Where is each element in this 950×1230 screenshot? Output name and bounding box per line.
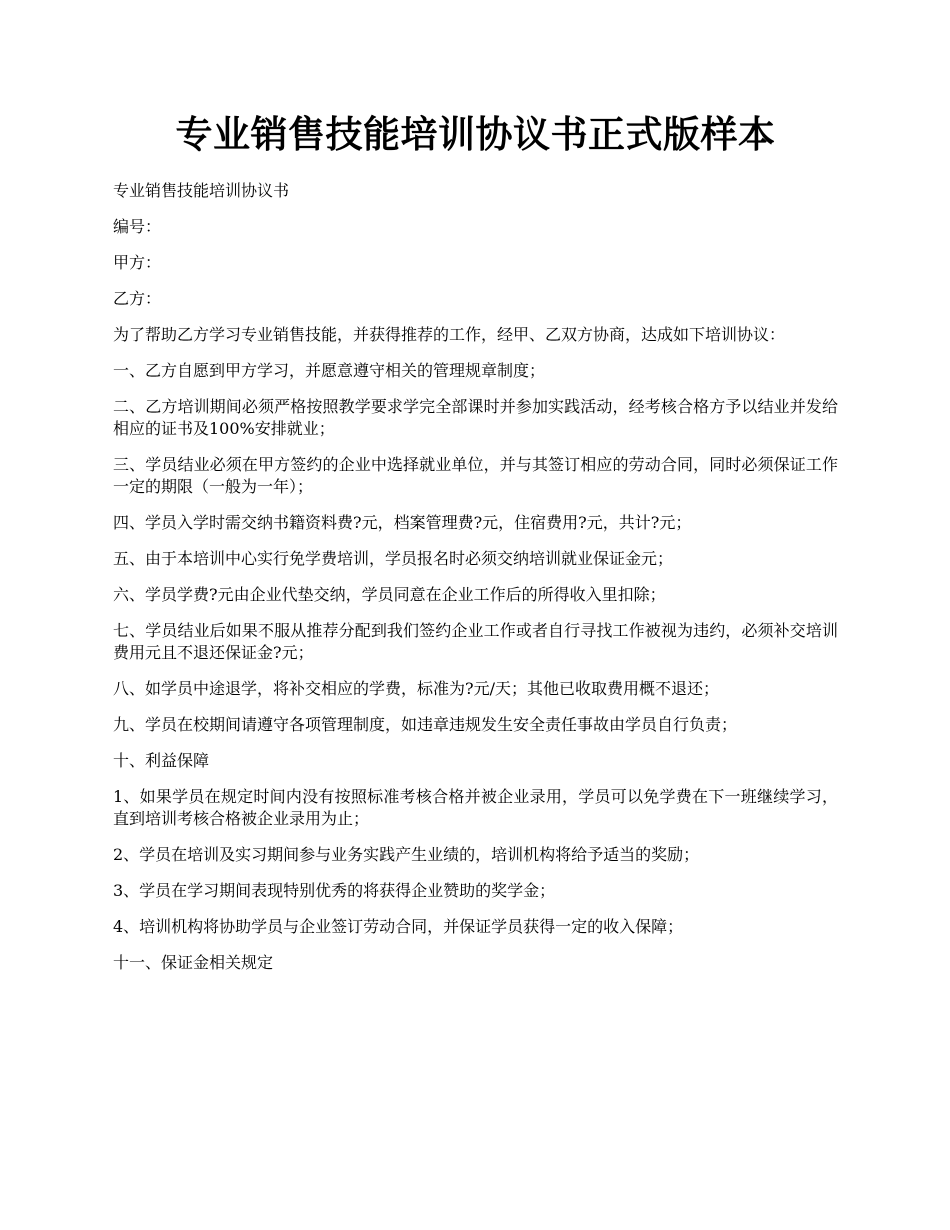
clause-9: 九、学员在校期间请遵守各项管理制度，如违章违规发生安全责任事故由学员自行负责；: [113, 715, 738, 734]
clause-1: 一、乙方自愿到甲方学习，并愿意遵守相关的管理规章制度；: [113, 361, 546, 380]
party-a-field: 甲方：: [113, 253, 162, 272]
benefit-item-4: 4、培训机构将协助学员与企业签订劳动合同，并保证学员获得一定的收入保障；: [113, 917, 684, 936]
clause-3: 三、学员结业必须在甲方签约的企业中选择就业单位，并与其签订相应的劳动合同，同时必须保证工作一定的期限（一般为一年）；: [113, 455, 838, 496]
clause-2: 二、乙方培训期间必须严格按照教学要求学完全部课时并参加实践活动，经考核合格方予以结业并发给相应的证书及100%安排就业；: [113, 397, 838, 438]
clause-5: 五、由于本培训中心实行免学费培训，学员报名时必须交纳培训就业保证金元；: [113, 549, 674, 568]
benefit-item-2: 2、学员在培训及实习期间参与业务实践产生业绩的，培训机构将给予适当的奖励；: [113, 845, 700, 864]
preamble-paragraph: 为了帮助乙方学习专业销售技能，并获得推荐的工作，经甲、乙双方协商，达成如下培训协议：: [113, 325, 786, 344]
clause-7: 七、学员结业后如果不服从推荐分配到我们签约企业工作或者自行寻找工作被视为违约，必须补交培训费用元且不退还保证金?元；: [113, 621, 838, 662]
contract-number-field: 编号：: [113, 217, 162, 236]
clause-4: 四、学员入学时需交纳书籍资料费?元，档案管理费?元，住宿费用?元，共计?元；: [113, 513, 692, 532]
clause-8: 八、如学员中途退学，将补交相应的学费，标准为?元/天；其他已收取费用概不退还；: [113, 679, 719, 698]
benefit-item-3: 3、学员在学习期间表现特别优秀的将获得企业赞助的奖学金；: [113, 881, 556, 900]
document-subtitle: 专业销售技能培训协议书: [113, 181, 290, 200]
clause-10-heading: 十、利益保障: [113, 751, 210, 770]
document-title: 专业销售技能培训协议书正式版样本: [175, 112, 776, 156]
clause-6: 六、学员学费?元由企业代垫交纳，学员同意在企业工作后的所得收入里扣除；: [113, 585, 666, 604]
party-b-field: 乙方：: [113, 289, 162, 308]
clause-11-heading: 十一、保证金相关规定: [113, 953, 274, 972]
benefit-item-1: 1、如果学员在规定时间内没有按照标准考核合格并被企业录用，学员可以免学费在下一班继续学习，直到培训考核合格被企业录用为止；: [113, 787, 838, 828]
